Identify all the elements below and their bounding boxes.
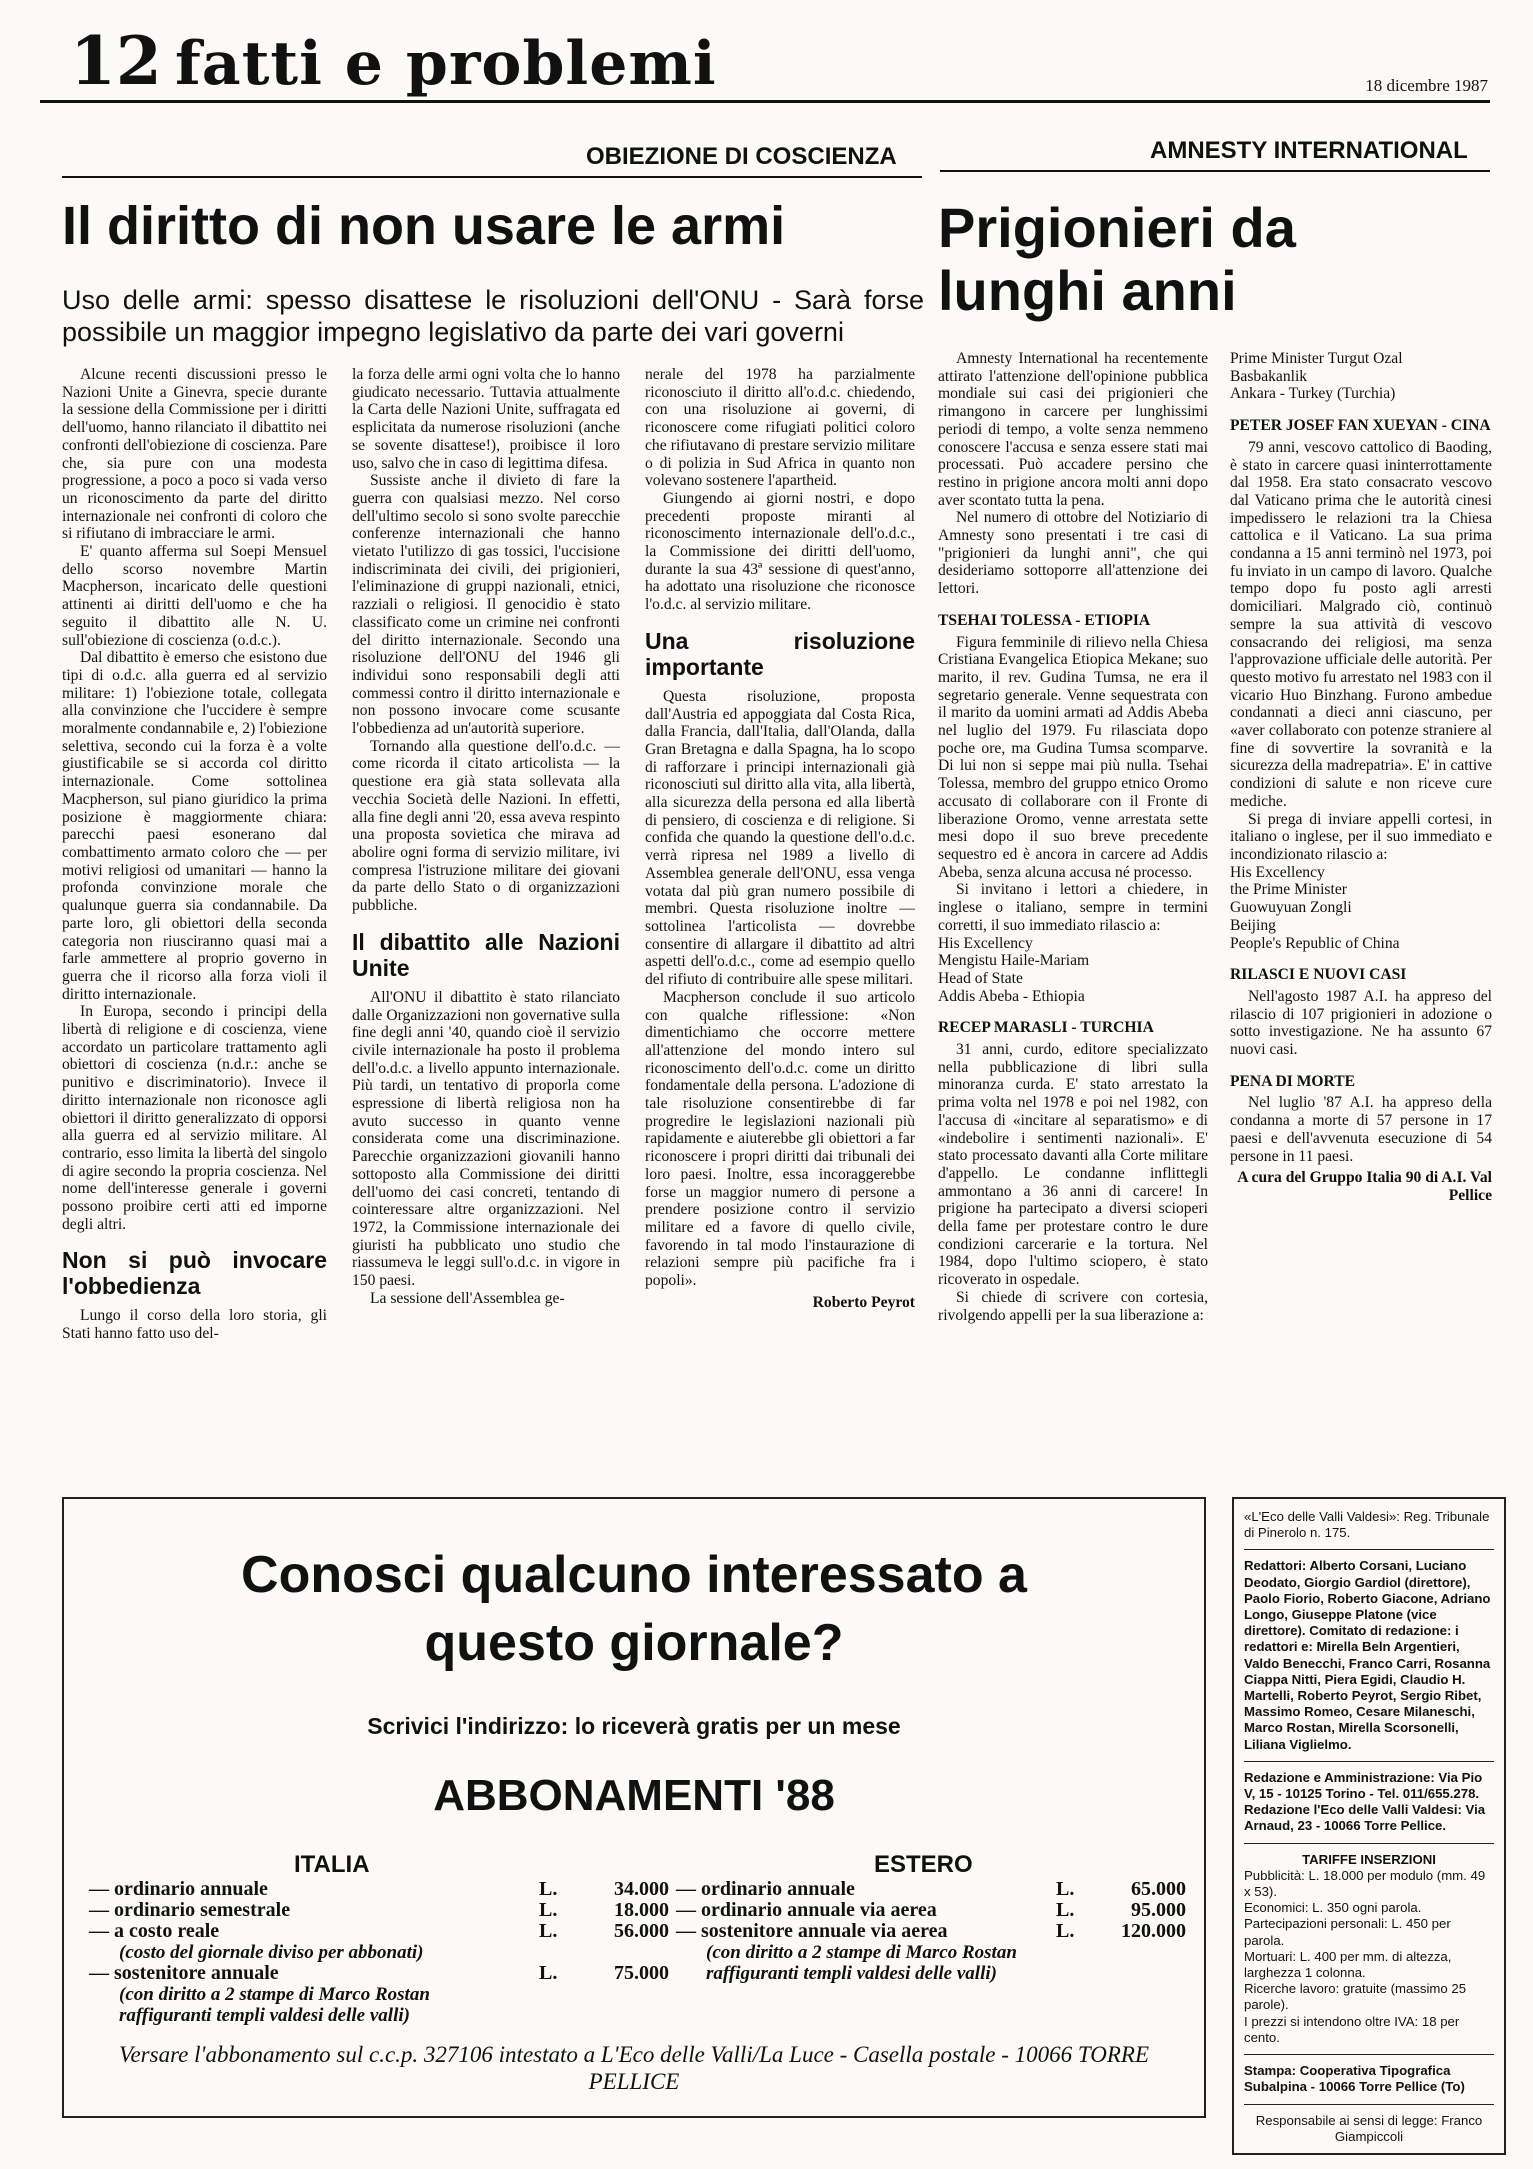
- heading-rilasci: RILASCI E NUOVI CASI: [1230, 966, 1407, 984]
- price-note: (con diritto a 2 stampe di Marco Rostan raffiguranti templi valdesi delle valli): [119, 1984, 430, 2026]
- case-heading-marasli: RECEP MARASLI - TURCHIA: [938, 1019, 1154, 1037]
- ad-title: ABBONAMENTI '88: [433, 1771, 835, 1820]
- article1-subtitle: Uso delle armi: spesso disattese le risoluzioni dell'ONU - Sarà forse possibile un maggior impegno legislativo da parte dei vari governi: [62, 285, 924, 347]
- issue-date: 18 dicembre 1987: [1365, 76, 1488, 95]
- paragraph: Si invitano i lettori a chiedere, in inglese o italiano, sempre in termini corretti, il suo immediato rilascio a:: [938, 881, 1208, 934]
- case-heading-tolessa: TSEHAI TOLESSA - ETIOPIA: [938, 611, 1151, 629]
- paragraph: Nell'agosto 1987 A.I. ha appreso del rilascio di 107 prigionieri in adozione o sotto investigazione. Ne ha assunto 67 nuovi casi.: [1230, 987, 1492, 1059]
- article1-column-3: [645, 366, 915, 1311]
- paragraph: Amnesty International ha recentemente attirato l'attenzione dell'opinione pubblica mondiale sui casi dei prigionieri che rimangono in carcere per lunghissimi periodi di tempo, a volte senza nemmeno conoscere l'accusa e senza essere stati mai processati. Può accadere persino che restino in prigione ancora molti anni dopo aver scontato tutta la pena.: [938, 350, 1208, 509]
- subheading-risoluzione: Una risoluzione importante: [645, 627, 915, 680]
- responsible-editor: Responsabile ai sensi di legge: Franco Giampiccoli: [1255, 2112, 1483, 2144]
- paragraph: Questa risoluzione, proposta dall'Austria ed appoggiata dal Costa Rica, dalla Francia, dall'Italia, dall'Olanda, dalla Gran Bretagna e dalla Spagna, ha lo scopo di rafforzare i principi internazionali già riconosciuti sul diritto alla vita, alla libertà, alla sicurezza della persona ed alla libertà di pensiero, di coscienza e di religione. Si confida che quando la questione dell'o.d.c. verrà ripresa nel 1989 a livello di Assemblea generale dell'ONU, essa venga votata dal più gran numero possibile di membri. Questa risoluzione inoltre — sottolinea l'articolista — dovrebbe consentire di allargare il dibattito ad altri aspetti dell'o.d.c., come ad esempio quello del rifiuto di contribuire alle spese militari.: [645, 687, 915, 989]
- editorial-address: Redazione e Amministrazione: Via Pio V, 15 - 10125 Torino - Tel. 011/655.278.: [1244, 1769, 1483, 1802]
- paragraph: Tornando alla questione dell'o.d.c. — come ricorda il citato articolista — la questione era già stata sollevata alla vecchia Società delle Nazioni. In effetti, alla fine degli anni '20, essa aveva respinto una proposta sovietica che mirava ad abolire ogni forma di servizio militare, ivi compresa l'istruzione militare dei giovani da parte dello Stato o di organizzazioni pubbliche.: [352, 737, 620, 915]
- price-row: — ordinario annuale via aerea L. 95.000: [676, 1899, 1186, 1921]
- paragraph: 79 anni, vescovo cattolico di Baoding, è stato in carcere quasi ininterrottamente dal 1958. Era stato consacrato vescovo dal Vaticano prima che le autorità cinesi impedissero le relazioni tra la Chiesa cattolica e il Vaticano. La sua prima condanna a 15 anni terminò nel 1973, poi fu inviato in un campo di lavoro. Qualche tempo dopo fu posto agli arresti domiciliari. Malgrado ciò, continuò sempre la sua attività di vescovo consacrando dei religiosi, ma senza l'approvazione ufficiale delle autorità. Per questo motivo fu arrestato nel 1983 con il vicario Huo Binzhang. Furono ambedue condannati a dieci anni ciascuno, per «aver collaborato con potenze straniere al fine di sovvertire la sovranità e la sicurezza della madrepatria». E' in cattive condizioni di salute e non riceve cure mediche.: [1230, 438, 1492, 810]
- paragraph: Figura femminile di rilievo nella Chiesa Cristiana Evangelica Etiopica Mekane; suo marito, il rev. Gudina Tumsa, ne era il segretario generale. Venne sequestrata con il marito da uomini armati ad Addis Abeba nel luglio del 1979. Fu rilasciata dopo poche ore, ma Gudina Tumsa scomparve. Di lui non si seppe mai più nulla. Tsehai Tolessa, membro del gruppo etnico Oromo accusato di collaborare con il Fronte di liberazione Oromo, venne arrestata sette mesi dopo il suo breve precedente sequestro ed è ancora in carcere ad Addis Abeba, senza alcuna accusa né processo.: [938, 633, 1208, 881]
- price-row: — sostenitore annuale via aerea L. 120.000: [676, 1920, 1186, 1942]
- case-heading-fan-xueyan: PETER JOSEF FAN XUEYAN - CINA: [1230, 417, 1491, 435]
- address-line: Beijing: [1230, 916, 1276, 934]
- ad-rate: Ricerche lavoro: gratuite (massimo 25 parole).: [1244, 1981, 1467, 2013]
- subscription-ad: [62, 1497, 1206, 2118]
- address-line: People's Republic of China: [1230, 934, 1400, 952]
- kicker-rule-2: [940, 170, 1490, 172]
- paragraph: 31 anni, curdo, editore specializzato nella pubblicazione di libri sulla minoranza curda. E' stato arrestato la prima volta nel 1978 e poi nel 1982, con l'accusa di «incitare al separatismo» e di «indebolire i sentimenti nazionali». E' stato processato davanti alla Corte militare d'appello. Le condanne inflittegli ammontano a 36 anni di carcere! In prigione ha partecipato a diversi scioperi della fame per protestare contro le dure condizioni carcerarie e la tortura. Nel 1984, dopo l'ultimo sciopero, è stato ricoverato in ospedale.: [938, 1041, 1208, 1289]
- paragraph: nerale del 1978 ha parzialmente riconosciuto il diritto all'o.d.c. chiedendo, con una risoluzione ai governi, di riconoscere come rifugiati politici coloro che rifiutavano di prestare servizio militare o di polizia in Sud Africa in quanto non volevano sostenere l'apartheid.: [645, 366, 915, 490]
- paragraph: La sessione dell'Assemblea ge-: [370, 1289, 565, 1307]
- subheading-dibattito: Il dibattito alle Nazioni Unite: [352, 928, 620, 981]
- divider: [1244, 2054, 1494, 2055]
- ad-estero-prices: [676, 1879, 1186, 1984]
- price-row: — ordinario semestrale L. 18.000: [89, 1899, 669, 1921]
- article2-column-2: [1230, 350, 1492, 1205]
- paragraph: Alcune recenti discussioni presso le Nazioni Unite a Ginevra, specie durante la sessione della Commissione per i diritti dell'uomo, hanno rilanciato il dibattito nei confronti dell'obiezione di coscienza. Pare che, sia pure con una modesta progressione, a poco a poco si vada verso un riconoscimento da parte del diritto internazionale nei confronti di coloro che si rifiutano di imbracciare le armi.: [62, 366, 327, 543]
- paragraph: In Europa, secondo i principi della libertà di religione e di coscienza, viene accordato un particolare trattamento agli obiettori di coscienza (n.d.r.: anche se punitivo e discriminatorio). Invece il diritto internazionale non riconosce agli obiettori il diritto generalizzato di opporsi alla guerra ed al servizio militare. Al contrario, esso limita la libertà del singolo di agire secondo la propria coscienza. Nel nome dell'interesse generale i governi possono proibire certi atti ed imporne degli altri.: [62, 1003, 327, 1233]
- paragraph: Nel luglio '87 A.I. ha appreso della condanna a morte di 57 persone in 17 paesi e dell'avvenuta esecuzione di 54 persone in 11 paesi.: [1230, 1094, 1492, 1165]
- heading-pena-di-morte: PENA DI MORTE: [1230, 1072, 1356, 1090]
- subheading-obbedienza: Non si può invocare l'obbedienza: [62, 1247, 327, 1300]
- paragraph: Nel numero di ottobre del Notiziario di Amnesty sono presentati i tre casi di "prigionieri da lunghi anni", che qui desideriamo sottoporre all'attenzione dei lettori.: [938, 509, 1208, 598]
- ad-rate: Partecipazioni personali: L. 450 per parola.: [1244, 1916, 1451, 1948]
- kicker-article2: AMNESTY INTERNATIONAL: [1150, 137, 1468, 164]
- ad-rates-title: TARIFFE INSERZIONI: [1302, 1851, 1436, 1867]
- article1-column-1: [62, 366, 327, 1343]
- article1-column-2: [352, 366, 620, 1307]
- ad-rate: Mortuari: L. 400 per mm. di altezza, larghezza 1 colonna.: [1244, 1948, 1452, 1981]
- address-line: the Prime Minister: [1230, 881, 1347, 899]
- page-number: 12: [70, 22, 162, 100]
- price-row: — ordinario annuale L. 65.000: [676, 1878, 1186, 1900]
- kicker-article1: OBIEZIONE DI COSCIENZA: [586, 143, 897, 170]
- price-note: (con diritto a 2 stampe di Marco Rostan raffiguranti templi valdesi delle valli): [706, 1942, 1017, 1984]
- address-line: Basbakanlik: [1230, 367, 1308, 385]
- registration-info: «L'Eco delle Valli Valdesi»: Reg. Tribunale di Pinerolo n. 175.: [1244, 1509, 1490, 1541]
- address-line: His Excellency: [938, 934, 1033, 952]
- ad-estero-label: ESTERO: [874, 1851, 973, 1878]
- paragraph: E' quanto afferma sul Soepi Mensuel dello scorso novembre Martin Macpherson, incaricato delle questioni attinenti ai diritti dell'uomo e che ha seguito il dibattito alle N. U. sull'obiezione di coscienza (o.d.c.).: [62, 543, 327, 649]
- address-line: Guowuyuan Zongli: [1230, 899, 1352, 917]
- divider: [1244, 1843, 1494, 1844]
- article1-title: Il diritto di non usare le armi: [62, 196, 786, 256]
- paragraph: Sussiste anche il divieto di fare la guerra con qualsiasi mezzo. Nel corso dell'ultimo secolo si sono svolte parecchie conferenze internazionali che hanno vietato l'utilizzo di gas tossici, l'uccisione indiscriminata dei civili, dei prigionieri, l'eliminazione di gruppi nazionali, etnici, razziali o religiosi. Il genocidio è stato classificato come un crimine nei confronti del diritto internazionale. Secondo una risoluzione dell'ONU del 1946 gli individui sono responsabili degli atti commessi contro il diritto internazionale e non possono invocare come scusante l'obbedienza ad un'autorità superiore.: [352, 472, 620, 738]
- article2-column-1: [938, 350, 1208, 1324]
- ad-italia-label: ITALIA: [294, 1851, 370, 1878]
- editorial-staff: Redattori: Alberto Corsani, Luciano Deodato, Giorgio Gardiol (direttore), Paolo Fiorio, Roberto Giacone, Adriano Longo, Giuseppe Platone (vice direttore). Comitato di redazione: i redattori e: Mirella Beln Argentieri, Valdo Benecchi, Franco Carri, Rosanna Ciappa Nitti, Piera Egidi, Claudio H. Martelli, Roberto Peyrot, Sergio Ribet, Massimo Romeo, Cesare Milaneschi, Marco Rostan, Mirella Scorsonelli, Liliana Viglielmo.: [1244, 1558, 1491, 1752]
- paragraph: Dal dibattito è emerso che esistono due tipi di o.d.c. alla guerra ed al servizio militare: 1) l'obiezione totale, collegata alla convinzione che l'uccidere è sempre moralmente condannabile e, 2) l'obiezione selettiva, secondo cui la forza è a volte giustificabile se si accorda col diritto internazionale. Come sottolinea Macpherson, sul piano giuridico la prima posizione è maggiormente chiara: parecchi paesi esonerano dal combattimento armato coloro che — per motivi religiosi od umanitari — hanno la profonda convinzione morale che qualunque guerra sia condannabile. Da parte loro, gli obiettori della seconda categoria non riusciranno quasi mai a farle ammettere al proprio governo in guerra che il ricorso alla forza violi il diritto internazionale.: [62, 649, 327, 1003]
- article2-title: Prigionieri da lunghi anni: [938, 196, 1296, 322]
- address-line: His Excellency: [1230, 863, 1325, 881]
- publication-info-box: [1232, 1497, 1506, 2155]
- masthead-rule: [40, 100, 1490, 103]
- section-title: fatti e problemi: [175, 29, 717, 99]
- divider: [1244, 1761, 1494, 1762]
- address-line: Addis Abeba - Ethiopia: [938, 987, 1085, 1005]
- address-line: Mengistu Haile-Mariam: [938, 952, 1090, 970]
- price-note: (costo del giornale diviso per abbonati): [119, 1942, 424, 1963]
- ad-footer: Versare l'abbonamento sul c.c.p. 327106 intestato a L'Eco delle Valli/La Luce - Casella postale - 10066 TORRE PELLICE: [118, 2042, 1150, 2094]
- printer-info: Stampa: Cooperativa Tipografica Subalpina - 10066 Torre Pellice (To): [1244, 2063, 1465, 2095]
- price-row: — a costo reale L. 56.000: [89, 1920, 669, 1942]
- ad-rate: Economici: L. 350 ogni parola.: [1244, 1900, 1422, 1916]
- kicker-rule: [62, 176, 922, 178]
- article1-signature: Roberto Peyrot: [812, 1293, 915, 1311]
- address-line: Head of State: [938, 969, 1023, 987]
- address-line: Ankara - Turkey (Turchia): [1230, 385, 1396, 403]
- ad-headline: Conosci qualcuno interessato a questo giornale?: [241, 1546, 1027, 1672]
- divider: [1244, 2104, 1494, 2105]
- paragraph: Giungendo ai giorni nostri, e dopo precedenti proposte miranti al riconoscimento internazionale dell'o.d.c., la Commissione dei diritti dell'uomo, durante la sua 43ª sessione di quest'anno, ha adottato una risoluzione che riconosce l'o.d.c. al servizio militare.: [645, 489, 915, 614]
- paragraph: Si prega di inviare appelli cortesi, in italiano o inglese, per il suo immediato e incondizionato rilascio a:: [1230, 810, 1492, 863]
- editorial-address-2: Redazione l'Eco delle Valli Valdesi: Via Arnaud, 23 - 10066 Torre Pellice.: [1244, 1802, 1486, 1834]
- article2-credit: A cura del Gruppo Italia 90 di A.I. Val Pellice: [1237, 1169, 1492, 1204]
- ad-rate: Pubblicità: L. 18.000 per modulo (mm. 49 x 53).: [1244, 1867, 1486, 1900]
- ad-rate: I prezzi si intendono oltre IVA: 18 per cento.: [1244, 2013, 1460, 2045]
- address-line: Prime Minister Turgut Ozal: [1230, 350, 1403, 367]
- divider: [1244, 1549, 1494, 1550]
- ad-italia-prices: [89, 1879, 669, 2026]
- paragraph: Lungo il corso della loro storia, gli Stati hanno fatto uso del-: [62, 1307, 327, 1343]
- paragraph: Si chiede di scrivere con cortesia, rivolgendo appelli per la sua liberazione a:: [938, 1288, 1208, 1324]
- ad-subheadline: Scrivici l'indirizzo: lo riceverà gratis per un mese: [367, 1713, 901, 1739]
- price-row: — ordinario annuale L. 34.000: [89, 1878, 669, 1900]
- price-row: — sostenitore annuale L. 75.000: [89, 1962, 669, 1984]
- paragraph: All'ONU il dibattito è stato rilanciato dalle Organizzazioni non governative sulla fine degli anni '40, quando cioè il servizio civile internazionale ha posto il problema dell'o.d.c. a livello appunto internazionale. Più tardi, un tentativo di proporla come espressione di libertà religiosa non ha avuto successo in quanto venne considerata come una discriminazione. Parecchie organizzazioni giovanili hanno sottoposto alla Commissione dei diritti dell'uomo dei casi concreti, tentando di cointeressare altre organizzazioni. Nel 1972, la Commissione internazionale dei giuristi ha pubblicato uno studio che riassumeva le leggi sull'o.d.c. in vigore in 150 paesi.: [352, 988, 620, 1290]
- paragraph: Macpherson conclude il suo articolo con qualche riflessione: «Non dimentichiamo che occorre mettere all'attenzione del mondo intero sul riconoscimento dell'o.d.c. come un diritto fondamentale della persona. L'adozione di tale risoluzione consentirebbe di far progredire le legislazioni nazionali più rapidamente e aiuterebbe gli obiettori a far riconoscere i propri diritti dai tribunali dei loro paesi. Inoltre, essa incoraggerebbe forse un maggior numero di persone a prendere posizione contro il servizio militare ed a favore di quello civile, favorendo in tal modo l'instaurazione di relazioni sempre più pacifiche fra i popoli».: [645, 988, 915, 1290]
- paragraph: la forza delle armi ogni volta che lo hanno giudicato necessario. Tuttavia attualmente la Carta delle Nazioni Unite, suffragata ed esplicitata da numerose risoluzioni (anche se sovente disattese!), proibisce il loro uso, salvo che in caso di legittima difesa.: [352, 366, 620, 472]
